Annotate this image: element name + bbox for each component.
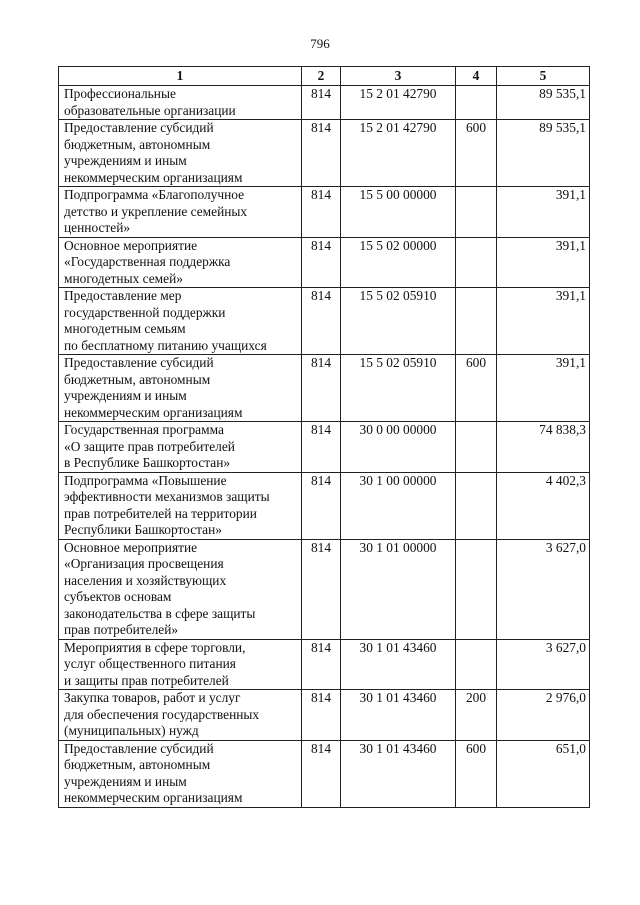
row-expense-type-cell xyxy=(456,639,497,690)
row-name-cell: Закупка товаров, работ и услуг для обеспечения государственных (муниципальных) нужд xyxy=(59,690,302,741)
row-expense-type-cell: 600 xyxy=(456,740,497,807)
row-department-cell: 814 xyxy=(302,187,341,238)
table-row xyxy=(59,539,590,639)
table-body xyxy=(59,86,590,808)
row-name-cell: Предоставление субсидий бюджетным, автономным учреждениям и иным некоммерческим организациям xyxy=(59,740,302,807)
row-department-cell: 814 xyxy=(302,539,341,639)
row-expense-type-cell xyxy=(456,187,497,238)
row-expense-type-cell xyxy=(456,237,497,288)
budget-table-container xyxy=(58,66,589,808)
row-target-article-cell: 15 5 02 05910 xyxy=(341,355,456,422)
row-expense-type-cell: 200 xyxy=(456,690,497,741)
row-expense-type-cell xyxy=(456,539,497,639)
row-amount-cell: 391,1 xyxy=(497,288,590,355)
row-name-cell: Мероприятия в сфере торговли, услуг общественного питания и защиты прав потребителей xyxy=(59,639,302,690)
row-name-cell: Предоставление субсидий бюджетным, автономным учреждениям и иным некоммерческим организациям xyxy=(59,355,302,422)
row-expense-type-cell: 600 xyxy=(456,355,497,422)
row-target-article-cell: 15 2 01 42790 xyxy=(341,86,456,120)
row-name-cell: Основное мероприятие «Государственная поддержка многодетных семей» xyxy=(59,237,302,288)
row-amount-cell: 651,0 xyxy=(497,740,590,807)
row-name-cell: Предоставление субсидий бюджетным, автономным учреждениям и иным некоммерческим организациям xyxy=(59,120,302,187)
row-amount-cell: 2 976,0 xyxy=(497,690,590,741)
table-row xyxy=(59,187,590,238)
page-number: 796 xyxy=(310,36,330,51)
table-row xyxy=(59,639,590,690)
row-expense-type-cell xyxy=(456,288,497,355)
table-row xyxy=(59,472,590,539)
row-name-cell: Предоставление мер государственной поддержки многодетным семьям по бесплатному питанию учащихся xyxy=(59,288,302,355)
column-header: 3 xyxy=(341,67,456,86)
row-target-article-cell: 30 1 01 43460 xyxy=(341,639,456,690)
table-header-row xyxy=(59,67,590,86)
table-row xyxy=(59,422,590,473)
column-header: 2 xyxy=(302,67,341,86)
row-department-cell: 814 xyxy=(302,288,341,355)
row-target-article-cell: 30 1 01 43460 xyxy=(341,740,456,807)
row-target-article-cell: 30 1 01 00000 xyxy=(341,539,456,639)
row-name-cell: Подпрограмма «Благополучное детство и укрепление семейных ценностей» xyxy=(59,187,302,238)
row-amount-cell: 74 838,3 xyxy=(497,422,590,473)
row-name-cell: Подпрограмма «Повышение эффективности механизмов защиты прав потребителей на территории Республики Башкортостан» xyxy=(59,472,302,539)
table-row xyxy=(59,288,590,355)
row-department-cell: 814 xyxy=(302,740,341,807)
row-department-cell: 814 xyxy=(302,86,341,120)
row-department-cell: 814 xyxy=(302,237,341,288)
row-department-cell: 814 xyxy=(302,472,341,539)
row-amount-cell: 3 627,0 xyxy=(497,639,590,690)
column-header: 4 xyxy=(456,67,497,86)
row-department-cell: 814 xyxy=(302,422,341,473)
table-row xyxy=(59,86,590,120)
row-target-article-cell: 30 0 00 00000 xyxy=(341,422,456,473)
column-header: 5 xyxy=(497,67,590,86)
row-department-cell: 814 xyxy=(302,120,341,187)
table-row xyxy=(59,690,590,741)
row-name-cell: Государственная программа «О защите прав потребителей в Республике Башкортостан» xyxy=(59,422,302,473)
row-amount-cell: 391,1 xyxy=(497,187,590,238)
row-expense-type-cell xyxy=(456,86,497,120)
row-department-cell: 814 xyxy=(302,690,341,741)
row-department-cell: 814 xyxy=(302,639,341,690)
table-row xyxy=(59,237,590,288)
row-target-article-cell: 15 5 00 00000 xyxy=(341,187,456,238)
row-target-article-cell: 15 5 02 05910 xyxy=(341,288,456,355)
table-row xyxy=(59,740,590,807)
row-expense-type-cell xyxy=(456,422,497,473)
row-amount-cell: 89 535,1 xyxy=(497,120,590,187)
row-name-cell: Профессиональные образовательные организации xyxy=(59,86,302,120)
row-target-article-cell: 15 2 01 42790 xyxy=(341,120,456,187)
row-target-article-cell: 15 5 02 00000 xyxy=(341,237,456,288)
row-amount-cell: 4 402,3 xyxy=(497,472,590,539)
table-row xyxy=(59,355,590,422)
budget-table xyxy=(58,66,590,808)
row-target-article-cell: 30 1 00 00000 xyxy=(341,472,456,539)
row-expense-type-cell: 600 xyxy=(456,120,497,187)
row-department-cell: 814 xyxy=(302,355,341,422)
row-amount-cell: 391,1 xyxy=(497,237,590,288)
row-amount-cell: 3 627,0 xyxy=(497,539,590,639)
row-target-article-cell: 30 1 01 43460 xyxy=(341,690,456,741)
row-amount-cell: 89 535,1 xyxy=(497,86,590,120)
row-amount-cell: 391,1 xyxy=(497,355,590,422)
table-row xyxy=(59,120,590,187)
row-name-cell: Основное мероприятие «Организация просвещения населения и хозяйствующих субъектов основам законодательства в сфере защиты прав потребителей» xyxy=(59,539,302,639)
column-header: 1 xyxy=(59,67,302,86)
row-expense-type-cell xyxy=(456,472,497,539)
